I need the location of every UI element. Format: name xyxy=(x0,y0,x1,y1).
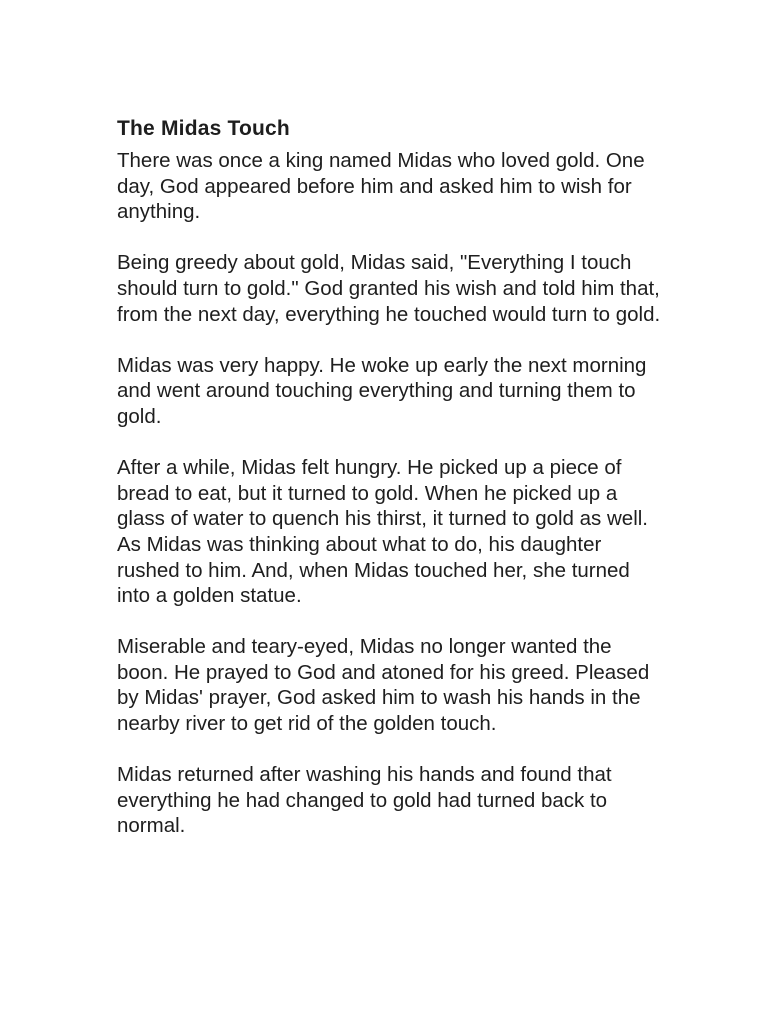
paragraph-6: Midas returned after washing his hands and found that everything he had changed to gold had turned back to normal. xyxy=(117,763,612,838)
paragraph-1: There was once a king named Midas who loved gold. One day, God appeared before him and asked him to wish for anything. xyxy=(117,149,645,224)
paragraph-4: After a while, Midas felt hungry. He picked up a piece of bread to eat, but it turned to gold. When he picked up a glass of water to quench his thirst, it turned to gold as well. As Midas was thinking about what to do, his daughter rushed to him. And, when Midas touched her, she turned into a golden statue. xyxy=(117,456,648,608)
document-body xyxy=(117,116,662,839)
paragraph-3: Midas was very happy. He woke up early the next morning and went around touching everything and turning them to gold. xyxy=(117,353,647,428)
paragraph-5: Miserable and teary-eyed, Midas no longer wanted the boon. He prayed to God and atoned for his greed. Pleased by Midas' prayer, God asked him to wash his hands in the nearby river to get rid of the golden touch. xyxy=(117,635,650,736)
story-title: The Midas Touch xyxy=(117,117,290,140)
paragraph-2: Being greedy about gold, Midas said, "Everything I touch should turn to gold." God granted his wish and told him that, from the next day, everything he touched would turn to gold. xyxy=(117,251,661,326)
